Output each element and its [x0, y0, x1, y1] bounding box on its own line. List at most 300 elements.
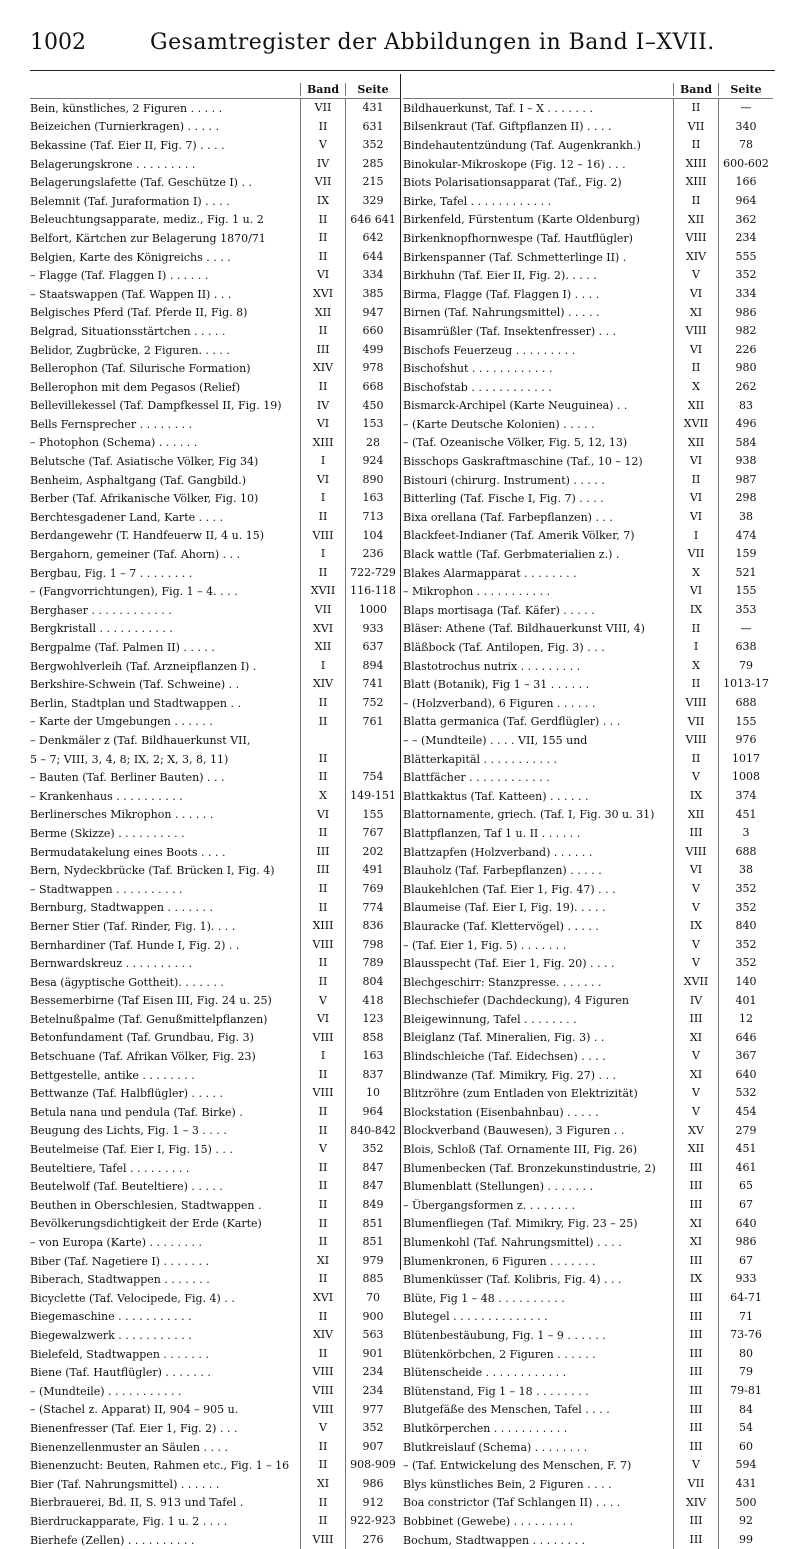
entry-band: VIII: [300, 1382, 345, 1401]
entry-band: XIII: [300, 434, 345, 453]
entry-title: Blumenkronen, 6 Figuren . . . . . . .: [403, 1254, 596, 1268]
entry-title: Beuthen in Oberschlesien, Stadtwappen .: [30, 1198, 262, 1212]
entry-title: Bernburg, Stadtwappen . . . . . . .: [30, 901, 213, 915]
index-entry: [403, 954, 773, 973]
entry-band: V: [673, 936, 718, 955]
index-entry: [30, 1512, 400, 1531]
entry-seite: 153: [345, 415, 400, 434]
entry-title: Blaumeise (Taf. Eier I, Fig. 19). . . . .: [403, 901, 606, 915]
entry-band: XII: [673, 397, 718, 416]
index-entry: [30, 322, 400, 341]
entry-title: Blütenkörbchen, 2 Figuren . . . . . .: [403, 1347, 596, 1361]
entry-title: Bergbau, Fig. 1 – 7 . . . . . . . .: [30, 566, 193, 580]
entry-title: Bixa orellana (Taf. Farbepflanzen) . . .: [403, 510, 613, 524]
entry-title: Blätterkapitäl . . . . . . . . . . .: [403, 752, 557, 766]
entry-band: III: [673, 1363, 718, 1382]
entry-band: II: [300, 824, 345, 843]
entry-seite: 644: [345, 248, 400, 267]
entry-title: Beutelmeise (Taf. Eier I, Fig. 15) . . .: [30, 1143, 233, 1157]
entry-seite: 155: [718, 713, 773, 732]
entry-title: Blastotrochus nutrix . . . . . . . . .: [403, 659, 581, 673]
entry-seite: 38: [718, 861, 773, 880]
entry-band: III: [673, 1401, 718, 1420]
entry-band: VIII: [300, 1363, 345, 1382]
entry-seite: 353: [718, 601, 773, 620]
entry-band: XVI: [300, 285, 345, 304]
entry-band: VII: [673, 1475, 718, 1494]
entry-band: II: [300, 211, 345, 230]
entry-seite: 79: [718, 1363, 773, 1382]
seite-header: Seite: [718, 83, 773, 96]
entry-band: VI: [673, 508, 718, 527]
entry-seite: 894: [345, 657, 400, 676]
entry-title: Beizeichen (Turnierkragen) . . . . .: [30, 120, 219, 134]
index-entry: [403, 824, 773, 843]
entry-band: XIV: [300, 1326, 345, 1345]
index-column-right: [403, 80, 773, 1547]
entry-band: II: [300, 1345, 345, 1364]
index-entry: [403, 564, 773, 583]
entry-band: III: [300, 341, 345, 360]
index-entry: [403, 1438, 773, 1457]
entry-seite: 79: [718, 657, 773, 676]
entry-seite: 840: [718, 917, 773, 936]
entry-title: Belagerungslafette (Taf. Geschütze I) . .: [30, 176, 252, 190]
entry-seite: 908-909: [345, 1456, 400, 1475]
index-entry: [403, 415, 773, 434]
entry-band: IX: [673, 787, 718, 806]
entry-band: II: [300, 229, 345, 248]
entry-seite: 78: [718, 136, 773, 155]
index-entry: [403, 768, 773, 787]
index-entry: [30, 675, 400, 694]
index-entry: [30, 1308, 400, 1327]
index-entry: [30, 992, 400, 1011]
entry-band: VII: [673, 118, 718, 137]
entry-band: II: [300, 1456, 345, 1475]
entry-seite: 804: [345, 973, 400, 992]
entry-title: Berlin, Stadtplan und Stadtwappen . .: [30, 696, 241, 710]
entry-seite: 912: [345, 1494, 400, 1513]
entry-band: V: [673, 899, 718, 918]
entry-title: Blackfeet-Indianer (Taf. Amerik Völker, 7): [403, 529, 635, 543]
entry-seite: 638: [718, 638, 773, 657]
entry-seite: 334: [718, 285, 773, 304]
entry-title: Bettgestelle, antike . . . . . . . .: [30, 1068, 195, 1082]
index-entry: [30, 973, 400, 992]
entry-seite: 722-729: [345, 564, 400, 583]
entry-title: Bierbrauerei, Bd. II, S. 913 und Tafel .: [30, 1496, 244, 1510]
entry-seite: 978: [345, 359, 400, 378]
entry-seite: 234: [345, 1363, 400, 1382]
entry-seite: 922-923: [345, 1512, 400, 1531]
entry-title: Birnen (Taf. Nahrungsmittel) . . . . .: [403, 306, 600, 320]
entry-band: XII: [300, 304, 345, 323]
entry-band: II: [300, 880, 345, 899]
entry-band: II: [300, 1512, 345, 1531]
entry-title: Birkenfeld, Fürstentum (Karte Oldenburg): [403, 213, 640, 227]
entry-band: II: [300, 1066, 345, 1085]
index-entry: [403, 1029, 773, 1048]
entry-title: Belutsche (Taf. Asiatische Völker, Fig 34): [30, 455, 259, 469]
entry-seite: [345, 731, 400, 750]
index-entry: [30, 1363, 400, 1382]
entry-band: III: [673, 1382, 718, 1401]
entry-seite: 849: [345, 1196, 400, 1215]
index-entry: [30, 248, 400, 267]
entry-title: Blüte, Fig 1 – 48 . . . . . . . . . .: [403, 1291, 565, 1305]
entry-band: II: [300, 1308, 345, 1327]
index-entry: [403, 1363, 773, 1382]
index-entry: [30, 713, 400, 732]
entry-band: III: [673, 1419, 718, 1438]
index-entry: [403, 1345, 773, 1364]
entry-seite: 12: [718, 1010, 773, 1029]
entry-band: II: [300, 118, 345, 137]
index-entry: [30, 1345, 400, 1364]
index-entry: [30, 1084, 400, 1103]
entry-title: Blitzröhre (zum Entladen von Elektrizität): [403, 1087, 638, 1101]
entry-band: V: [300, 992, 345, 1011]
entry-seite: 847: [345, 1177, 400, 1196]
index-entry: [403, 861, 773, 880]
entry-title: Blattzapfen (Holzverband) . . . . . .: [403, 845, 593, 859]
entry-band: III: [673, 1345, 718, 1364]
entry-band: II: [300, 899, 345, 918]
entry-title: Biberach, Stadtwappen . . . . . . .: [30, 1273, 210, 1287]
entry-seite: 362: [718, 211, 773, 230]
index-entry: [30, 99, 400, 118]
index-entry: [403, 266, 773, 285]
entry-band: IX: [300, 192, 345, 211]
entry-seite: 907: [345, 1438, 400, 1457]
entry-seite: 979: [345, 1252, 400, 1271]
index-entry: [403, 638, 773, 657]
index-entry: [30, 899, 400, 918]
index-entry: [30, 1159, 400, 1178]
entry-seite: 155: [718, 582, 773, 601]
entry-band: VIII: [673, 229, 718, 248]
index-entry: [403, 1140, 773, 1159]
entry-band: III: [673, 1159, 718, 1178]
index-entry: [30, 1010, 400, 1029]
entry-band: X: [673, 378, 718, 397]
index-entry: [403, 322, 773, 341]
entry-band: III: [300, 861, 345, 880]
entry-title: Biber (Taf. Nagetiere I) . . . . . . .: [30, 1254, 209, 1268]
entry-seite: 298: [718, 489, 773, 508]
entry-title: Belfort, Kärtchen zur Belagerung 1870/71: [30, 231, 266, 245]
entry-title: Bergahorn, gemeiner (Taf. Ahorn) . . .: [30, 548, 241, 562]
index-entry: [30, 211, 400, 230]
entry-title: Bessemerbirne (Taf Eisen III, Fig. 24 u. 25): [30, 994, 272, 1008]
entry-band: II: [673, 620, 718, 639]
entry-seite: 340: [718, 118, 773, 137]
entry-title: Bellevillekessel (Taf. Dampfkessel II, Fig. 19): [30, 399, 282, 413]
entry-band: VII: [300, 99, 345, 118]
index-entry: [403, 731, 773, 750]
index-entry: [30, 806, 400, 825]
entry-title: – (Fangvorrichtungen), Fig. 1 – 4. . . .: [30, 585, 238, 599]
entry-seite: 555: [718, 248, 773, 267]
entry-title: Bläser: Athene (Taf. Bildhauerkunst VIII, 4): [403, 622, 645, 636]
entry-seite: 54: [718, 1419, 773, 1438]
entry-title: Birkenspanner (Taf. Schmetterlinge II) .: [403, 250, 627, 264]
entry-title: Beleuchtungsapparate, mediz., Fig. 1 u. 2: [30, 213, 264, 227]
entry-title: Blakes Alarmapparat . . . . . . . .: [403, 566, 577, 580]
entry-title: Blattornamente, griech. (Taf. I, Fig. 30 u. 31): [403, 808, 655, 822]
entry-title: Blattpflanzen, Taf 1 u. II . . . . . .: [403, 826, 581, 840]
entry-band: XII: [673, 1140, 718, 1159]
index-entry: [403, 118, 773, 137]
entry-seite: 431: [345, 99, 400, 118]
entry-band: X: [673, 564, 718, 583]
index-entry: [403, 1475, 773, 1494]
entry-title: Benheim, Asphaltgang (Taf. Gangbild.): [30, 473, 247, 487]
entry-seite: 285: [345, 155, 400, 174]
index-entry: [30, 545, 400, 564]
index-entry: [30, 359, 400, 378]
entry-title: Blatt (Botanik), Fig 1 – 31 . . . . . .: [403, 678, 590, 692]
entry-title: Bienenfresser (Taf. Eier 1, Fig. 2) . . .: [30, 1421, 238, 1435]
index-entry: [403, 192, 773, 211]
entry-title: Blutkörperchen . . . . . . . . . . .: [403, 1421, 568, 1435]
entry-seite: 262: [718, 378, 773, 397]
entry-seite: 71: [718, 1308, 773, 1327]
entry-title: – Stadtwappen . . . . . . . . . .: [30, 882, 183, 896]
entry-band: VIII: [673, 843, 718, 862]
entry-title: Birkenknopfhornwespe (Taf. Hautflügler): [403, 231, 633, 245]
entry-band: VI: [673, 285, 718, 304]
entry-seite: 80: [718, 1345, 773, 1364]
entry-title: Blutkreislauf (Schema) . . . . . . . .: [403, 1440, 588, 1454]
index-entry: [30, 1029, 400, 1048]
entry-title: Berme (Skizze) . . . . . . . . . .: [30, 826, 185, 840]
index-entry: [403, 806, 773, 825]
index-entry: [403, 1326, 773, 1345]
entry-title: Blumenbecken (Taf. Bronzekunstindustrie, 2): [403, 1161, 656, 1175]
entry-band: III: [673, 1438, 718, 1457]
index-entry: [403, 899, 773, 918]
entry-band: V: [300, 1140, 345, 1159]
entry-seite: 474: [718, 527, 773, 546]
entry-seite: 600-602: [718, 155, 773, 174]
entry-band: VIII: [300, 1084, 345, 1103]
entry-title: Biegewalzwerk . . . . . . . . . . .: [30, 1328, 192, 1342]
entry-title: – Denkmäler z (Taf. Bildhauerkunst VII,: [30, 733, 251, 747]
index-entry: [403, 285, 773, 304]
index-entry: [30, 378, 400, 397]
entry-band: VI: [673, 582, 718, 601]
entry-seite: 454: [718, 1103, 773, 1122]
index-entry: [403, 173, 773, 192]
entry-seite: 858: [345, 1029, 400, 1048]
entry-band: XIV: [300, 359, 345, 378]
entry-band: II: [673, 192, 718, 211]
entry-seite: 976: [718, 731, 773, 750]
entry-title: Blindschleiche (Taf. Eidechsen) . . . .: [403, 1050, 606, 1064]
entry-title: Bisschops Gaskraftmaschine (Taf., 10 – 12): [403, 455, 643, 469]
entry-seite: 836: [345, 917, 400, 936]
entry-title: Biots Polarisationsapparat (Taf., Fig. 2): [403, 176, 622, 190]
entry-band: XI: [673, 304, 718, 323]
entry-band: VIII: [300, 1029, 345, 1048]
entry-band: VII: [300, 601, 345, 620]
entry-band: XI: [300, 1252, 345, 1271]
entry-band: VII: [673, 545, 718, 564]
entry-seite: 79-81: [718, 1382, 773, 1401]
entry-seite: 521: [718, 564, 773, 583]
index-entry: [403, 917, 773, 936]
entry-band: I: [300, 545, 345, 564]
entry-title: Bistouri (chirurg. Instrument) . . . . .: [403, 473, 605, 487]
entry-title: Blaukehlchen (Taf. Eier 1, Fig. 47) . . .: [403, 882, 616, 896]
index-entry: [30, 1494, 400, 1513]
entry-title: Bier (Taf. Nahrungsmittel) . . . . . .: [30, 1477, 220, 1491]
entry-band: VI: [300, 1010, 345, 1029]
entry-band: V: [673, 768, 718, 787]
entry-title: – Karte der Umgebungen . . . . . .: [30, 715, 213, 729]
index-entry: [30, 694, 400, 713]
entry-seite: —: [718, 620, 773, 639]
index-entry: [30, 527, 400, 546]
entry-title: – Photophon (Schema) . . . . . .: [30, 436, 198, 450]
entry-band: XII: [673, 806, 718, 825]
entry-title: Bierdruckapparate, Fig. 1 u. 2 . . . .: [30, 1514, 228, 1528]
index-entry: [30, 1289, 400, 1308]
entry-title: – (Holzverband), 6 Figuren . . . . . .: [403, 696, 596, 710]
entry-title: Bernhardiner (Taf. Hunde I, Fig. 2) . .: [30, 938, 240, 952]
index-entry: [30, 601, 400, 620]
index-entry: [30, 1177, 400, 1196]
entry-seite: 116-118: [345, 582, 400, 601]
index-entry: [30, 787, 400, 806]
entry-band: VI: [673, 452, 718, 471]
entry-band: II: [300, 248, 345, 267]
entry-title: Bekassine (Taf. Eier II, Fig. 7) . . . .: [30, 138, 225, 152]
index-entry: [403, 1456, 773, 1475]
entry-seite: 668: [345, 378, 400, 397]
entry-title: Belgien, Karte des Königreichs . . . .: [30, 250, 231, 264]
entry-title: Belgisches Pferd (Taf. Pferde II, Fig. 8): [30, 306, 248, 320]
entry-seite: 646 641: [345, 211, 400, 230]
entry-seite: 226: [718, 341, 773, 360]
entry-seite: 84: [718, 1401, 773, 1420]
index-entry: [403, 508, 773, 527]
entry-band: XI: [673, 1066, 718, 1085]
index-entry: [403, 397, 773, 416]
entry-band: III: [300, 843, 345, 862]
entry-band: XIV: [673, 248, 718, 267]
entry-seite: 924: [345, 452, 400, 471]
entry-title: Black wattle (Taf. Gerbmaterialien z.) .: [403, 548, 620, 562]
index-entry: [403, 1233, 773, 1252]
index-entry: [30, 768, 400, 787]
index-entry: [30, 1066, 400, 1085]
entry-band: XII: [673, 434, 718, 453]
index-entry: [30, 657, 400, 676]
entry-seite: 933: [718, 1270, 773, 1289]
index-entry: [30, 1326, 400, 1345]
index-entry: [30, 750, 400, 769]
page-header: [30, 26, 775, 66]
entry-seite: 840-842: [345, 1122, 400, 1141]
entry-band: VII: [673, 713, 718, 732]
entry-title: Birke, Tafel . . . . . . . . . . . .: [403, 194, 552, 208]
entry-title: Blumenblatt (Stellungen) . . . . . . .: [403, 1180, 594, 1194]
band-header: Band: [673, 83, 718, 96]
entry-title: Bobbinet (Gewebe) . . . . . . . . .: [403, 1514, 574, 1528]
entry-title: Birma, Flagge (Taf. Flaggen I) . . . .: [403, 287, 600, 301]
index-entry: [30, 861, 400, 880]
entry-band: V: [673, 1084, 718, 1103]
entry-seite: 640: [718, 1066, 773, 1085]
entry-band: II: [300, 1438, 345, 1457]
entry-title: Blutgefäße des Menschen, Tafel . . . .: [403, 1403, 610, 1417]
index-entry: [403, 1066, 773, 1085]
entry-band: II: [300, 694, 345, 713]
index-entry: [403, 452, 773, 471]
entry-band: II: [673, 359, 718, 378]
entry-seite: 980: [718, 359, 773, 378]
entry-title: Betula nana und pendula (Taf. Birke) .: [30, 1105, 243, 1119]
index-entry: [30, 880, 400, 899]
index-entry: [403, 1270, 773, 1289]
entry-band: XIII: [673, 155, 718, 174]
index-entry: [403, 545, 773, 564]
index-entry: [30, 1531, 400, 1549]
entry-band: II: [300, 1177, 345, 1196]
entry-title: – Krankenhaus . . . . . . . . . .: [30, 789, 183, 803]
entry-seite: 491: [345, 861, 400, 880]
index-entry: [30, 136, 400, 155]
entry-band: III: [673, 1196, 718, 1215]
entry-seite: 769: [345, 880, 400, 899]
entry-seite: 329: [345, 192, 400, 211]
entry-title: – Staatswappen (Taf. Wappen II) . . .: [30, 287, 232, 301]
entry-seite: 450: [345, 397, 400, 416]
entry-seite: 640: [718, 1215, 773, 1234]
index-entry: [30, 1456, 400, 1475]
entry-seite: 367: [718, 1047, 773, 1066]
entry-band: IX: [673, 1270, 718, 1289]
entry-title: Bergkristall . . . . . . . . . . .: [30, 622, 173, 636]
index-entry: [403, 1512, 773, 1531]
entry-title: Blutegel . . . . . . . . . . . . . .: [403, 1310, 548, 1324]
entry-band: III: [673, 1531, 718, 1549]
index-entry: [403, 750, 773, 769]
entry-seite: 352: [345, 136, 400, 155]
column-divider: [400, 74, 401, 1270]
entry-band: IV: [300, 155, 345, 174]
entry-band: VIII: [673, 694, 718, 713]
entry-title: – (Taf. Eier 1, Fig. 5) . . . . . . .: [403, 938, 567, 952]
index-entry: [30, 1401, 400, 1420]
index-entry: [403, 434, 773, 453]
index-entry: [403, 880, 773, 899]
index-entry: [403, 248, 773, 267]
entry-band: XVII: [300, 582, 345, 601]
entry-seite: 938: [718, 452, 773, 471]
entry-title: Blockverband (Bauwesen), 3 Figuren . .: [403, 1124, 625, 1138]
entry-title: Beutelwolf (Taf. Beuteltiere) . . . . .: [30, 1180, 223, 1194]
entry-band: V: [300, 1419, 345, 1438]
entry-seite: 646: [718, 1029, 773, 1048]
entry-band: [300, 731, 345, 750]
entry-band: XI: [300, 1475, 345, 1494]
index-entry: [30, 824, 400, 843]
entry-title: Blausspecht (Taf. Eier 1, Fig. 20) . . . .: [403, 957, 615, 971]
